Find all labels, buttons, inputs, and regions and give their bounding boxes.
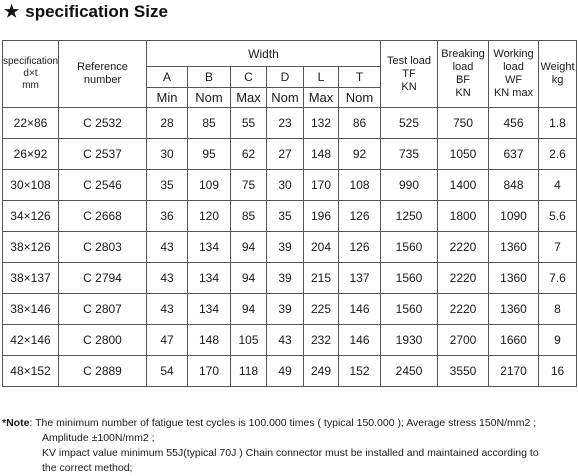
- note-line-1: *Note: The minimum number of fatigue test cycles is 100.000 times ( typical 150.000 ); Average stress 150N/mm2 ;: [2, 417, 537, 429]
- table-cell: 750: [438, 108, 489, 139]
- table-cell: 85: [188, 108, 231, 139]
- note-line-2: Amplitude ±100N/mm2 ;: [42, 432, 155, 444]
- table-cell: 148: [304, 139, 339, 170]
- table-cell: 148: [188, 325, 231, 356]
- table-cell: 7.6: [539, 263, 577, 294]
- table-cell: C 2537: [59, 139, 147, 170]
- table-cell: 75: [231, 170, 267, 201]
- note-section: [2, 416, 574, 476]
- header-letter-b: B: [188, 67, 231, 88]
- table-cell: C 2889: [59, 356, 147, 387]
- table-cell: 38×146: [3, 294, 59, 325]
- table-cell: 4: [539, 170, 577, 201]
- table-cell: 1090: [489, 201, 539, 232]
- table-cell: 134: [188, 294, 231, 325]
- table-cell: 1560: [381, 294, 438, 325]
- table-cell: 26×92: [3, 139, 59, 170]
- table-cell: 95: [188, 139, 231, 170]
- table-cell: 94: [231, 263, 267, 294]
- table-cell: 735: [381, 139, 438, 170]
- table-cell: 2220: [438, 294, 489, 325]
- table-row: [3, 201, 577, 232]
- star-icon: ★: [4, 2, 20, 21]
- header-test-load: Test load TF KN: [381, 41, 438, 108]
- table-cell: 2170: [489, 356, 539, 387]
- page-title: [4, 0, 168, 24]
- table-cell: 249: [304, 356, 339, 387]
- table-cell: 132: [304, 108, 339, 139]
- table-cell: 990: [381, 170, 438, 201]
- table-cell: 204: [304, 232, 339, 263]
- table-cell: 126: [339, 232, 381, 263]
- table-cell: C 2794: [59, 263, 147, 294]
- title-text: specification Size: [25, 2, 168, 21]
- table-cell: 137: [339, 263, 381, 294]
- table-cell: 30: [267, 170, 304, 201]
- table-cell: 134: [188, 232, 231, 263]
- header-reference-number: Reference number: [59, 41, 147, 108]
- table-cell: 2450: [381, 356, 438, 387]
- table-cell: 105: [231, 325, 267, 356]
- table-cell: 1800: [438, 201, 489, 232]
- table-cell: 86: [339, 108, 381, 139]
- table-cell: 1.8: [539, 108, 577, 139]
- table-cell: 2.6: [539, 139, 577, 170]
- header-unit-b: Nom: [188, 88, 231, 108]
- table-cell: 48×152: [3, 356, 59, 387]
- table-cell: 47: [147, 325, 188, 356]
- table-cell: 232: [304, 325, 339, 356]
- table-cell: 94: [231, 294, 267, 325]
- table-cell: 1560: [381, 263, 438, 294]
- table-cell: 35: [147, 170, 188, 201]
- table-cell: 196: [304, 201, 339, 232]
- table-cell: 42×146: [3, 325, 59, 356]
- table-row: [3, 356, 577, 387]
- table-cell: 43: [147, 294, 188, 325]
- table-cell: 55: [231, 108, 267, 139]
- header-weight: Weight kg: [539, 41, 577, 108]
- table-cell: 170: [188, 356, 231, 387]
- header-unit-d: Nom: [267, 88, 304, 108]
- table-cell: 23: [267, 108, 304, 139]
- header-unit-l: Max: [304, 88, 339, 108]
- table-row: [3, 294, 577, 325]
- table-cell: 146: [339, 325, 381, 356]
- table-cell: 3550: [438, 356, 489, 387]
- table-row: [3, 325, 577, 356]
- table-cell: 126: [339, 201, 381, 232]
- header-letter-c: C: [231, 67, 267, 88]
- header-letter-t: T: [339, 67, 381, 88]
- table-cell: 109: [188, 170, 231, 201]
- table-cell: 215: [304, 263, 339, 294]
- table-cell: 120: [188, 201, 231, 232]
- table-cell: 36: [147, 201, 188, 232]
- header-unit-t: Nom: [339, 88, 381, 108]
- table-cell: 39: [267, 263, 304, 294]
- table-cell: 637: [489, 139, 539, 170]
- table-cell: 1360: [489, 263, 539, 294]
- table-cell: 1360: [489, 232, 539, 263]
- note-line-3: KV impact value minimum 55J(typical 70J ) Chain connector must be installed and maintained according to: [42, 447, 539, 459]
- table-cell: 30: [147, 139, 188, 170]
- table-cell: 170: [304, 170, 339, 201]
- table-cell: C 2803: [59, 232, 147, 263]
- table-cell: 62: [231, 139, 267, 170]
- table-cell: 5.6: [539, 201, 577, 232]
- table-row: [3, 263, 577, 294]
- table-cell: 1400: [438, 170, 489, 201]
- table-cell: 30×108: [3, 170, 59, 201]
- header-width: Width: [147, 41, 381, 67]
- table-cell: 94: [231, 232, 267, 263]
- header-letter-a: A: [147, 67, 188, 88]
- table-cell: 43: [147, 263, 188, 294]
- table-cell: 43: [267, 325, 304, 356]
- table-cell: 38×126: [3, 232, 59, 263]
- header-letter-l: L: [304, 67, 339, 88]
- table-cell: C 2668: [59, 201, 147, 232]
- table-cell: C 2532: [59, 108, 147, 139]
- table-cell: 225: [304, 294, 339, 325]
- table-cell: 152: [339, 356, 381, 387]
- table-row: [3, 108, 577, 139]
- table-cell: C 2800: [59, 325, 147, 356]
- table-cell: 8: [539, 294, 577, 325]
- table-row: [3, 232, 577, 263]
- note-label: *Note: [2, 417, 30, 429]
- table-cell: 9: [539, 325, 577, 356]
- header-breaking-load: Breaking load BF KN: [438, 41, 489, 108]
- table-cell: 525: [381, 108, 438, 139]
- table-cell: 146: [339, 294, 381, 325]
- table-cell: 92: [339, 139, 381, 170]
- table-body: [3, 108, 577, 387]
- table-cell: 2700: [438, 325, 489, 356]
- table-cell: C 2807: [59, 294, 147, 325]
- table-cell: 1360: [489, 294, 539, 325]
- specification-table: [2, 40, 577, 387]
- table-row: [3, 139, 577, 170]
- table-cell: 7: [539, 232, 577, 263]
- table-cell: 1660: [489, 325, 539, 356]
- table-cell: 85: [231, 201, 267, 232]
- table-cell: 28: [147, 108, 188, 139]
- header-working-load: Working load WF KN max: [489, 41, 539, 108]
- table-cell: 22×86: [3, 108, 59, 139]
- table-cell: 34×126: [3, 201, 59, 232]
- table-row: [3, 170, 577, 201]
- header-unit-c: Max: [231, 88, 267, 108]
- table-cell: 43: [147, 232, 188, 263]
- table-cell: 39: [267, 294, 304, 325]
- table-cell: C 2546: [59, 170, 147, 201]
- table-cell: 1050: [438, 139, 489, 170]
- table-cell: 848: [489, 170, 539, 201]
- table-cell: 16: [539, 356, 577, 387]
- table-cell: 38×137: [3, 263, 59, 294]
- table-cell: 54: [147, 356, 188, 387]
- table-cell: 118: [231, 356, 267, 387]
- table-cell: 1250: [381, 201, 438, 232]
- table-cell: 2220: [438, 263, 489, 294]
- header-unit-a: Min: [147, 88, 188, 108]
- table-cell: 49: [267, 356, 304, 387]
- table-cell: 456: [489, 108, 539, 139]
- header-letter-d: D: [267, 67, 304, 88]
- table-cell: 108: [339, 170, 381, 201]
- table-cell: 39: [267, 232, 304, 263]
- table-cell: 27: [267, 139, 304, 170]
- table-cell: 35: [267, 201, 304, 232]
- table-cell: 134: [188, 263, 231, 294]
- table-cell: 1930: [381, 325, 438, 356]
- table-cell: 2220: [438, 232, 489, 263]
- table-cell: 1560: [381, 232, 438, 263]
- header-specification: specification d×t mm: [3, 41, 59, 108]
- note-line-4: the correct method;: [42, 462, 133, 474]
